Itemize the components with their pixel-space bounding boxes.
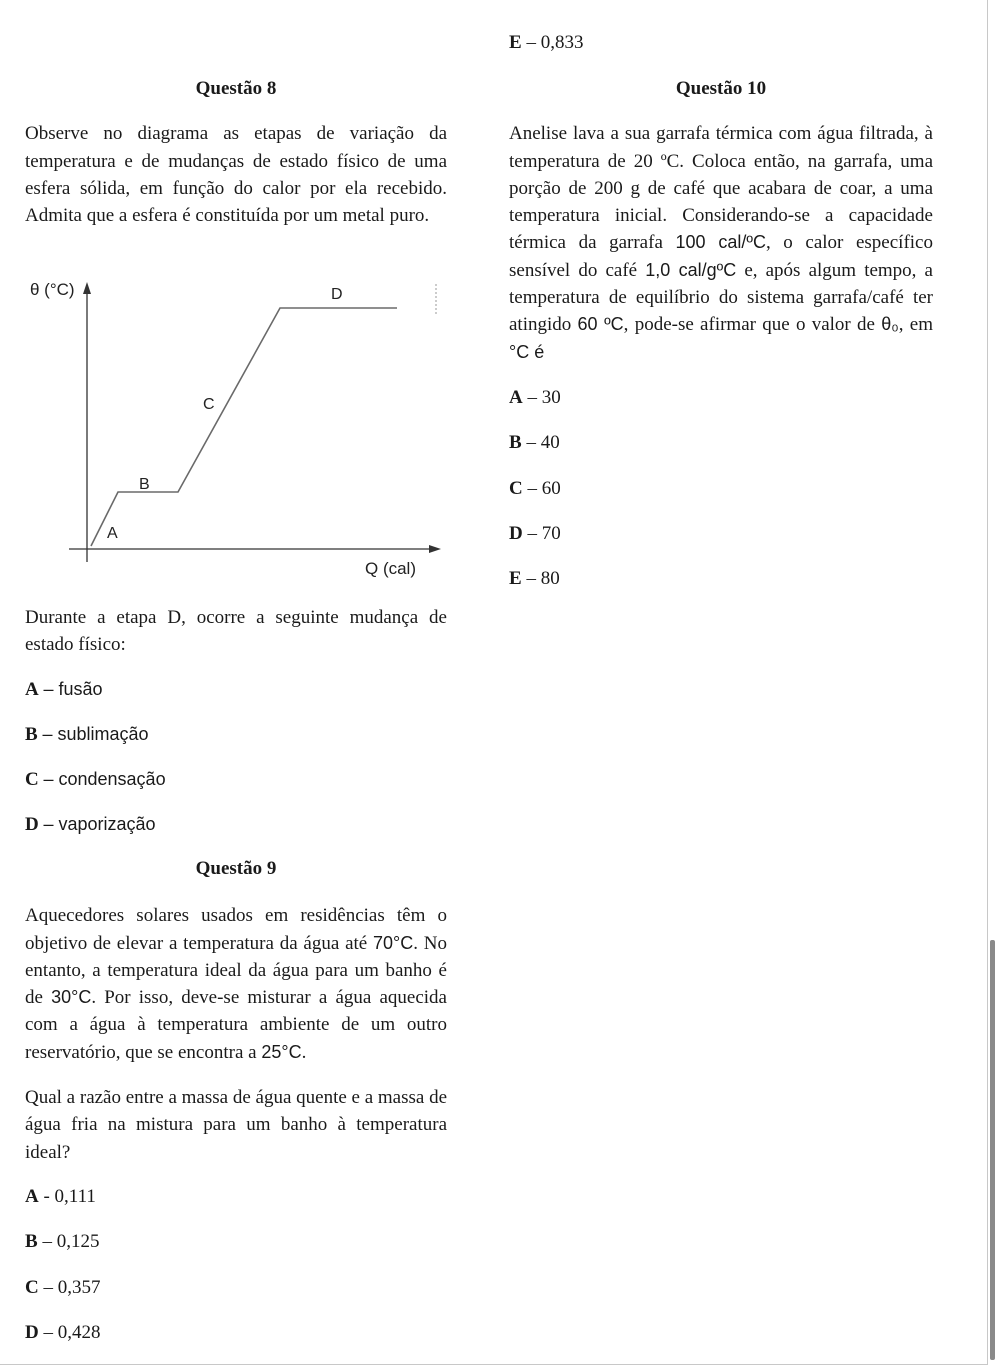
question-9-paragraph-2: Qual a razão entre a massa de água quente e a massa de água fria na mistura para um banho à temperatura ideal?: [25, 1087, 448, 1163]
q10-option-b[interactable]: [509, 429, 933, 456]
temperature-value: 70°C: [373, 932, 414, 953]
question-10-block: [509, 75, 933, 592]
temperature-value: 30°C: [51, 987, 92, 1008]
q8-option-c[interactable]: [25, 766, 447, 793]
question-10-options: [509, 384, 933, 592]
option-text: – 30: [527, 386, 561, 408]
stage-c-label: C: [203, 396, 215, 413]
question-9-block: [25, 855, 447, 1346]
question-8-prompt-block: [25, 604, 447, 839]
temperature-value: 25°C: [261, 1041, 302, 1062]
capacity-value: 100 cal/ºC: [675, 232, 766, 253]
option-letter: B: [25, 1231, 38, 1253]
option-letter: C: [509, 477, 523, 499]
option-letter: D: [25, 814, 39, 836]
text-run: e, após algum tempo, a temperatura de equilíbrio do sistema garrafa/café ter atingido: [509, 259, 933, 336]
option-text: – 40: [526, 432, 560, 454]
option-letter: B: [509, 432, 522, 454]
unit-text: °C é: [509, 341, 545, 362]
question-8-intro: Observe no diagrama as etapas de variação da temperatura e de mudanças de estado físico de uma esfera sólida, em função do calor por ela recebido. Admita que a esfera é constituída por um metal puro.: [25, 123, 447, 227]
stage-a-label: A: [107, 525, 118, 542]
x-axis-label: Q (cal): [365, 559, 416, 578]
option-text: - 0,111: [43, 1185, 96, 1207]
option-letter: B: [25, 723, 38, 745]
text-run: , pode-se afirmar que o valor de: [623, 314, 882, 336]
question-8-title: Questão 8: [195, 78, 277, 99]
q9-option-c[interactable]: [25, 1274, 447, 1301]
scrollbar-thumb[interactable]: [990, 940, 995, 1360]
option-text: – 0,833: [526, 32, 584, 53]
x-axis-arrow: [429, 545, 441, 553]
y-axis-label: θ (°C): [30, 280, 75, 299]
q10-option-d[interactable]: [509, 520, 933, 547]
option-text: – fusão: [43, 678, 103, 699]
q8-option-b[interactable]: [25, 721, 447, 748]
question-10-title: Questão 10: [675, 78, 767, 99]
question-8-block: [25, 75, 447, 229]
text-run: Aquecedores solares usados em residências têm o objetivo de elevar a temperatura da água até: [25, 905, 447, 954]
option-text: – 70: [527, 522, 561, 544]
text-run: . Por isso, deve-se misturar a água aquecida com a água à temperatura ambiente de um outro reservatório, que se encontra a: [25, 987, 447, 1063]
option-letter: A: [25, 678, 39, 700]
q8-option-a[interactable]: [25, 676, 447, 703]
option-letter: C: [25, 769, 39, 791]
option-letter: E: [509, 568, 522, 590]
text-run: , em: [898, 314, 933, 336]
q10-option-a[interactable]: [509, 384, 933, 411]
page-border-right: [987, 0, 988, 1365]
question-10-paragraph: [509, 120, 933, 366]
question-8-prompt: Durante a etapa D, ocorre a seguinte mudança de estado físico:: [25, 607, 447, 656]
text-run: Anelise lava a sua garrafa térmica com água filtrada, à temperatura de 20 ºC. Coloca então, na garrafa, uma porção de 200 g de café que acabara de coar, a uma temperatura inicial. Considerando-se a capacidade térmica da garrafa: [509, 123, 933, 254]
option-text: – vaporização: [43, 814, 156, 835]
option-text: – 0,357: [43, 1276, 101, 1298]
question-9-paragraph-1: [25, 902, 447, 1066]
theta-symbol: θ₀: [881, 314, 899, 335]
q10-option-c[interactable]: [509, 475, 933, 502]
option-letter: D: [509, 522, 523, 544]
question-9-title: Questão 9: [195, 858, 277, 879]
option-letter: D: [25, 1321, 39, 1343]
page-border-bottom: [0, 1364, 988, 1365]
text-run: . No entanto, a temperatura ideal da água para um banho é de: [25, 932, 447, 1009]
option-text: – sublimação: [42, 723, 149, 744]
specific-heat-value: 1,0 cal/gºC: [645, 259, 737, 280]
question-8-options: [25, 676, 447, 839]
option-letter: C: [25, 1276, 39, 1298]
previous-answer-option: [509, 29, 583, 56]
q9-option-d[interactable]: [25, 1319, 447, 1346]
stage-d-label: D: [331, 286, 343, 303]
q8-option-d[interactable]: [25, 811, 447, 838]
option-text: – condensação: [43, 769, 166, 790]
option-text: – 0,428: [43, 1321, 101, 1343]
option-letter: A: [509, 386, 523, 408]
option-letter: A: [25, 1185, 39, 1207]
equilibrium-value: 60 ºC: [577, 314, 624, 335]
temperature-heat-diagram: [25, 270, 450, 590]
option-text: – 60: [527, 477, 561, 499]
heating-curve: [91, 308, 397, 546]
text-run: , o calor específico sensível do café: [509, 232, 933, 281]
option-text: – 0,125: [42, 1231, 100, 1253]
question-9-options: [25, 1183, 447, 1346]
y-axis-arrow: [83, 282, 91, 294]
stage-b-label: B: [139, 476, 150, 493]
q10-option-e[interactable]: [509, 565, 933, 592]
text-run: .: [301, 1041, 307, 1063]
option-text: – 80: [526, 568, 560, 590]
option-letter: E: [509, 32, 522, 53]
q9-option-a[interactable]: [25, 1183, 447, 1210]
q9-option-b[interactable]: [25, 1228, 447, 1255]
